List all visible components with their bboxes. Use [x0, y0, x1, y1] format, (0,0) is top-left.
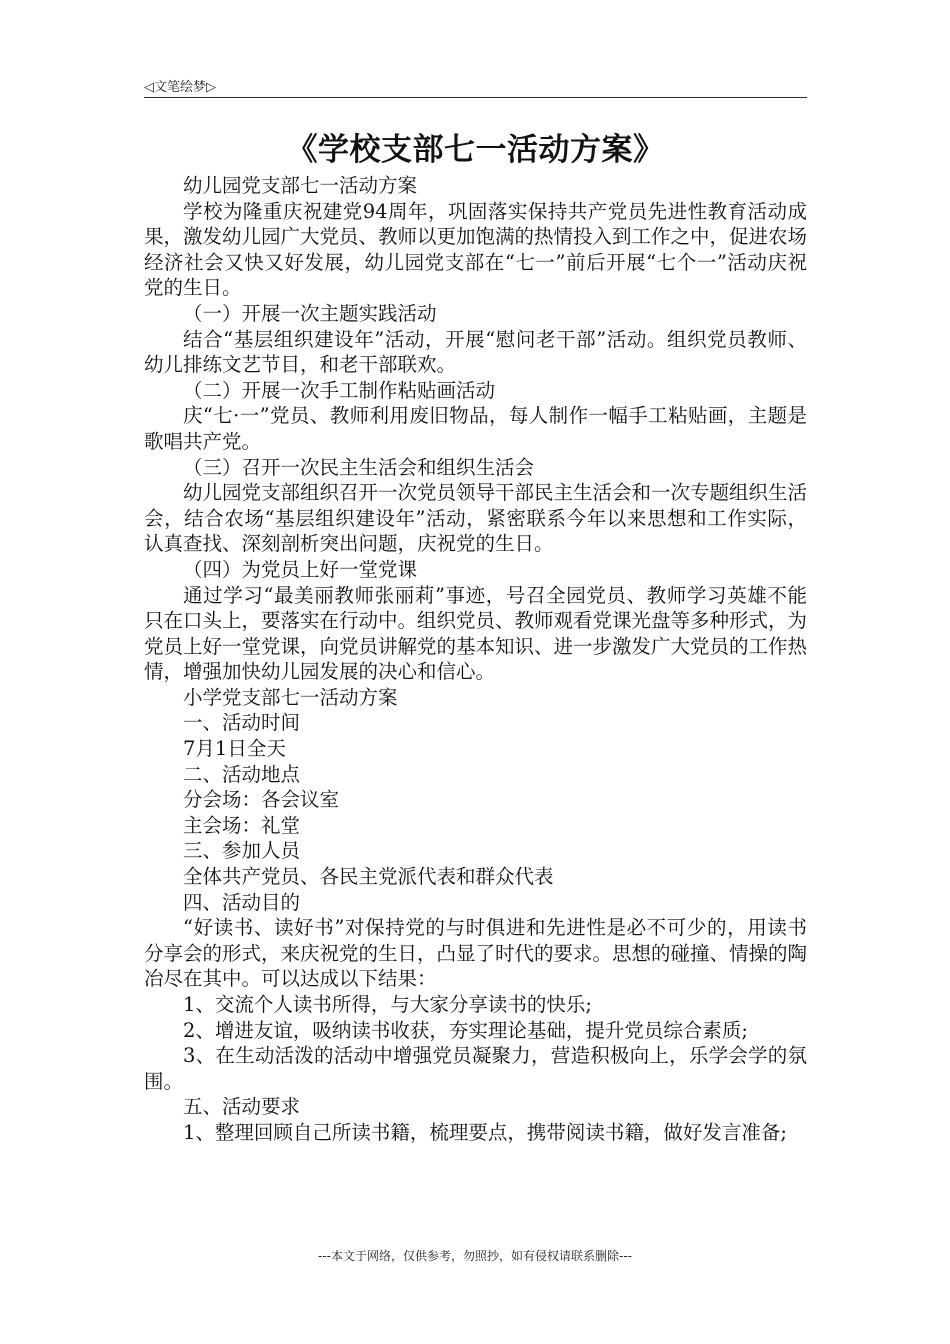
paragraph: 2、增进友谊，吸纳读书收获，夯实理论基础，提升党员综合素质; — [183, 1018, 748, 1042]
paragraph: 幼儿园党支部七一活动方案 — [183, 174, 418, 197]
paragraph: （三）召开一次民主生活会和组织生活会 — [183, 455, 535, 479]
paragraph: 小学党支部七一活动方案 — [183, 685, 398, 709]
paragraph: （一）开展一次主题实践活动 — [183, 301, 437, 325]
paragraph: 学校为隆重庆祝建党94周年，巩固落实保持共产党员先进性教育活动成果，激发幼儿园广大党员、教师以更加饱满的热情投入到工作之中，促进农场经济社会又快又好发展，幼儿园党支部在“七一”前后开展“七个一”活动庆祝党的生日。 — [144, 199, 808, 300]
paragraph: 3、在生动活泼的活动中增强党员凝聚力，营造积极向上，乐学会学的氛围。 — [144, 1044, 807, 1093]
paragraph: 分会场：各会议室 — [183, 788, 340, 812]
paragraph: 全体共产党员、各民主党派代表和群众代表 — [183, 865, 554, 889]
footer-disclaimer: ---本文于网络，仅供参考，勿照抄，如有侵权请联系删除--- — [318, 1249, 632, 1263]
header-text: ◁文笔绘梦▷ — [144, 80, 216, 95]
paragraph: （四）为党员上好一堂党课 — [183, 557, 418, 581]
paragraph: 1、整理回顾自己所读书籍，梳理要点，携带阅读书籍，做好发言准备; — [183, 1120, 787, 1144]
paragraph: 主会场：礼堂 — [183, 813, 301, 837]
paragraph: 结合“基层组织建设年”活动，开展“慰问老干部”活动。组织党员教师、幼儿排练文艺节目，和老干部联欢。 — [144, 327, 807, 377]
document-body — [144, 173, 807, 1146]
paragraph: 庆“七·一”党员、教师利用废旧物品，每人制作一幅手工粘贴画，主题是歌唱共产党。 — [144, 404, 807, 453]
paragraph: 四、活动目的 — [183, 890, 301, 914]
paragraph: 三、参加人员 — [183, 839, 301, 863]
paragraph: 一、活动时间 — [183, 711, 301, 735]
paragraph: 1、交流个人读书所得，与大家分享读书的快乐; — [183, 993, 592, 1016]
header-divider — [144, 97, 807, 98]
paragraph: 7月1日全天 — [183, 737, 286, 761]
paragraph: （二）开展一次手工制作粘贴画活动 — [183, 378, 496, 402]
document-title: 《学校支部七一活动方案》 — [286, 132, 665, 168]
paragraph: 五、活动要求 — [183, 1095, 301, 1119]
paragraph: 通过学习“最美丽教师张丽莉”事迹，号召全园党员、教师学习英雄不能只在口头上，要落实在行动中。组织党员、教师观看党课光盘等多种形式，为党员上好一堂党课，向党员讲解党的基本知识、进一步激发广大党员的工作热情，增强加快幼儿园发展的决心和信心。 — [144, 583, 808, 684]
paragraph: 幼儿园党支部组织召开一次党员领导干部民主生活会和一次专题组织生活会，结合农场“基层组织建设年”活动，紧密联系今年以来思想和工作实际，认真查找、深刻剖析突出问题，庆祝党的生日。 — [144, 481, 808, 556]
paragraph: 二、活动地点 — [183, 762, 301, 786]
paragraph: “好读书、读好书”对保持党的与时俱进和先进性是必不可少的，用读书分享会的形式，来庆祝党的生日，凸显了时代的要求。思想的碰撞、情操的陶冶尽在其中。可以达成以下结果： — [144, 916, 808, 991]
